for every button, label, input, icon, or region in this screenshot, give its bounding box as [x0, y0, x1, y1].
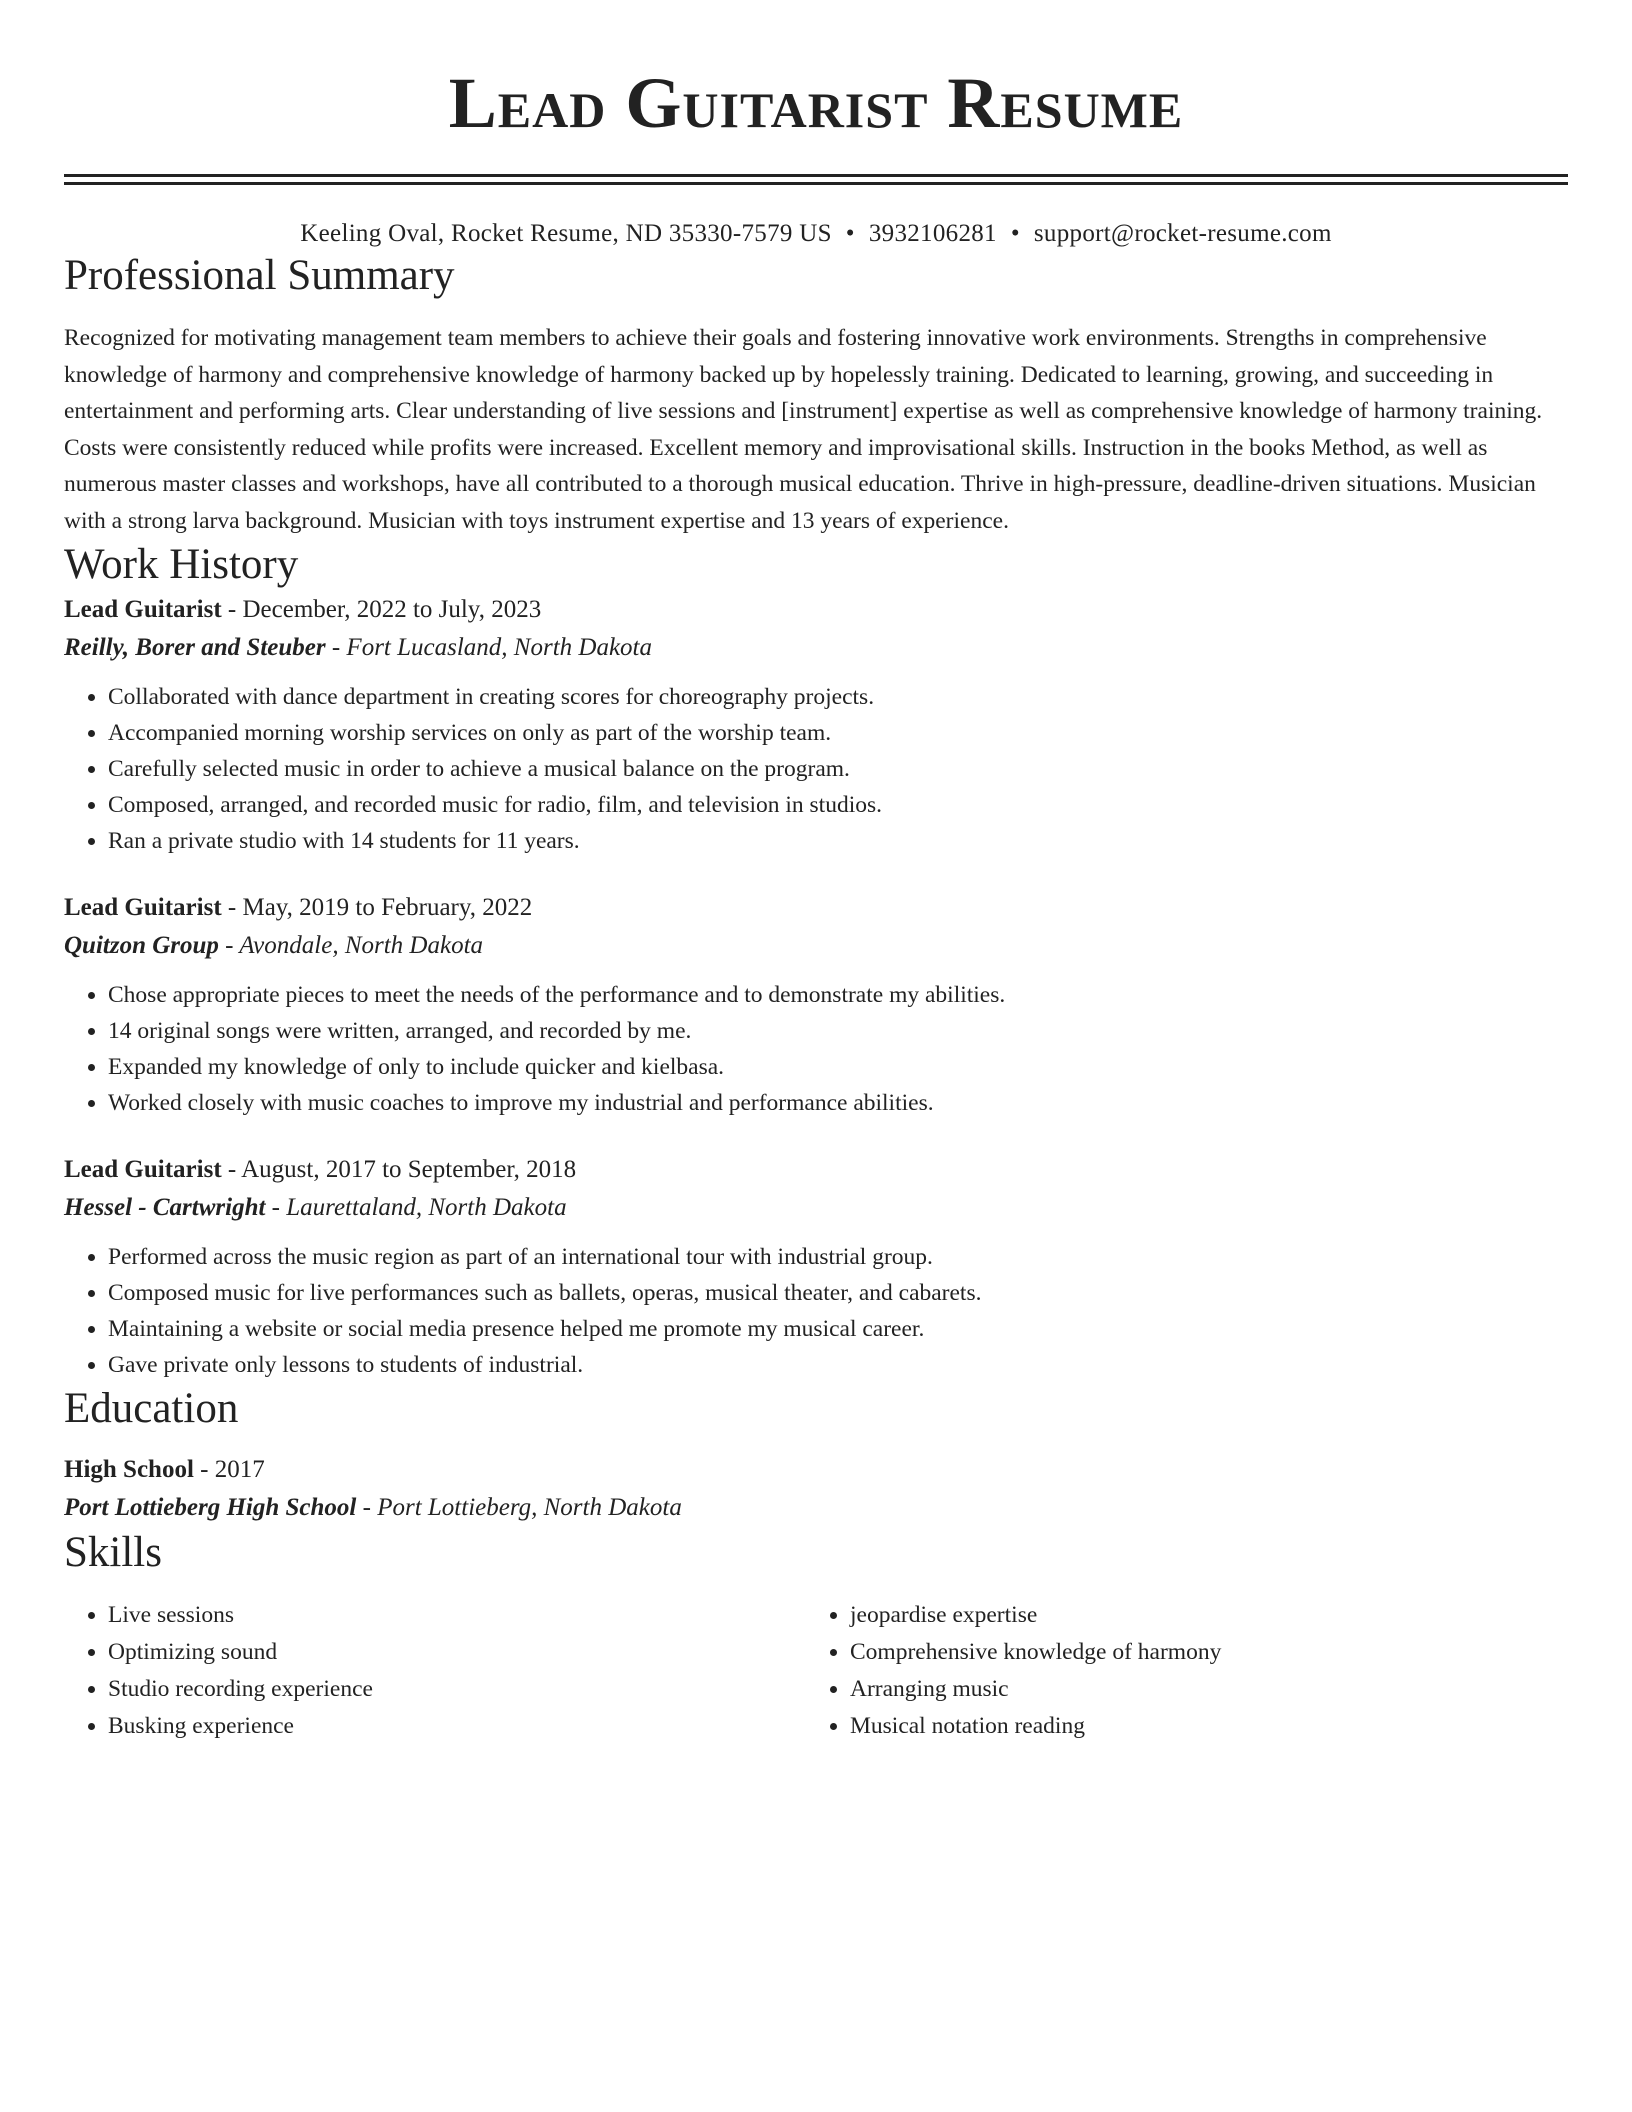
contact-separator: • [845, 220, 855, 247]
job-entry [64, 889, 1568, 1121]
job-title-line [64, 1151, 1568, 1189]
work-history-list [64, 591, 1568, 1383]
skill-item: • Live sessions [108, 1597, 806, 1634]
job-title: Lead Guitarist [64, 596, 222, 623]
section-heading-education: Education [64, 1385, 239, 1432]
job-title-line [64, 591, 1568, 629]
job-bullet: • 14 original songs were written, arranged, and recorded by me. [108, 1013, 1568, 1049]
job-bullet: • Performed across the music region as part of an international tour with industrial group. [108, 1239, 1568, 1275]
job-title: Lead Guitarist [64, 1156, 222, 1183]
job-bullets [64, 977, 1568, 1121]
contact-email: support@rocket-resume.com [1033, 220, 1332, 247]
title-double-rule [64, 174, 1568, 185]
job-title-line [64, 889, 1568, 927]
job-bullet: • Worked closely with music coaches to improve my industrial and performance abilities. [108, 1085, 1568, 1121]
job-bullet: • Ran a private studio with 14 students for 11 years. [108, 823, 1568, 859]
section-heading-work-history: Work History [64, 541, 299, 588]
job-entry [64, 591, 1568, 859]
skill-item: • Arranging music [850, 1671, 1548, 1708]
employer-location: - Avondale, North Dakota [218, 932, 484, 959]
contact-address: Keeling Oval, Rocket Resume, ND 35330-7579 US [300, 220, 832, 247]
employer-line [64, 927, 1568, 965]
job-bullet: • Maintaining a website or social media presence helped me promote my musical career. [108, 1311, 1568, 1347]
skill-item: • Musical notation reading [850, 1708, 1548, 1745]
contact-line [64, 218, 1568, 250]
employer-name: Hessel - Cartwright [64, 1194, 266, 1221]
employer-name: Quitzon Group [64, 932, 219, 959]
employer-location: - Fort Lucasland, North Dakota [325, 634, 652, 661]
job-bullet: • Gave private only lessons to students of industrial. [108, 1347, 1568, 1383]
section-heading-skills: Skills [64, 1529, 162, 1576]
skills-column-left [64, 1597, 806, 1745]
summary-text: Recognized for motivating management team members to achieve their goals and fostering innovative work environments. Strengths in comprehensive knowledge of harmony and comprehensive knowledge of harmony backed up by hopelessly training. Dedicated to learning, growing, and succeeding in entertainment and performing arts. Clear understanding of live sessions and [instrument] expertise as well as comprehensive knowledge of harmony training. Costs were consistently reduced while profits were increased. Excellent memory and improvisational skills. Instruction in the books Method, as well as numerous master classes and workshops, have all contributed to a thorough musical education. Thrive in high-pressure, deadline-driven situations. Musician with a strong larva background. Musician with toys instrument expertise and 13 years of experience. [64, 325, 1543, 534]
school-name: Port Lottieberg High School [64, 1494, 357, 1521]
job-bullet: • Composed, arranged, and recorded music for radio, film, and television in studios. [108, 787, 1568, 823]
job-bullet: • Collaborated with dance department in creating scores for choreography projects. [108, 679, 1568, 715]
skill-item: • Studio recording experience [108, 1671, 806, 1708]
skill-item: • Busking experience [108, 1708, 806, 1745]
employer-location: - Laurettaland, North Dakota [265, 1194, 567, 1221]
contact-separator: • [1010, 220, 1020, 247]
employer-line [64, 1189, 1568, 1227]
education-entry [64, 1451, 1568, 1527]
employer-line [64, 629, 1568, 667]
job-bullet: • Composed music for live performances such as ballets, operas, musical theater, and cabarets. [108, 1275, 1568, 1311]
school-location: - Port Lottieberg, North Dakota [356, 1494, 682, 1521]
job-bullets [64, 679, 1568, 859]
job-entry [64, 1151, 1568, 1383]
job-bullet: • Accompanied morning worship services on only as part of the worship team. [108, 715, 1568, 751]
graduation-year: - 2017 [193, 1456, 265, 1483]
job-dates: - August, 2017 to September, 2018 [221, 1156, 577, 1183]
contact-phone: 3932106281 [868, 220, 997, 247]
employer-name: Reilly, Borer and Steuber [64, 634, 326, 661]
job-bullets [64, 1239, 1568, 1383]
job-bullet: • Chose appropriate pieces to meet the needs of the performance and to demonstrate my abilities. [108, 977, 1568, 1013]
degree-line [64, 1451, 1568, 1489]
skill-item: • Comprehensive knowledge of harmony [850, 1634, 1548, 1671]
school-line [64, 1489, 1568, 1527]
resume-title: Lead Guitarist Resume [448, 63, 1184, 143]
skill-item: • Optimizing sound [108, 1634, 806, 1671]
job-dates: - May, 2019 to February, 2022 [221, 894, 533, 921]
skills-grid [64, 1597, 1568, 1745]
job-bullet: • Expanded my knowledge of only to include quicker and kielbasa. [108, 1049, 1568, 1085]
job-title: Lead Guitarist [64, 894, 222, 921]
degree: High School [64, 1456, 194, 1483]
skill-item: • jeopardise expertise [850, 1597, 1548, 1634]
skills-column-right [806, 1597, 1548, 1745]
section-heading-summary: Professional Summary [64, 252, 455, 299]
job-bullet: • Carefully selected music in order to achieve a musical balance on the program. [108, 751, 1568, 787]
job-dates: - December, 2022 to July, 2023 [221, 596, 542, 623]
